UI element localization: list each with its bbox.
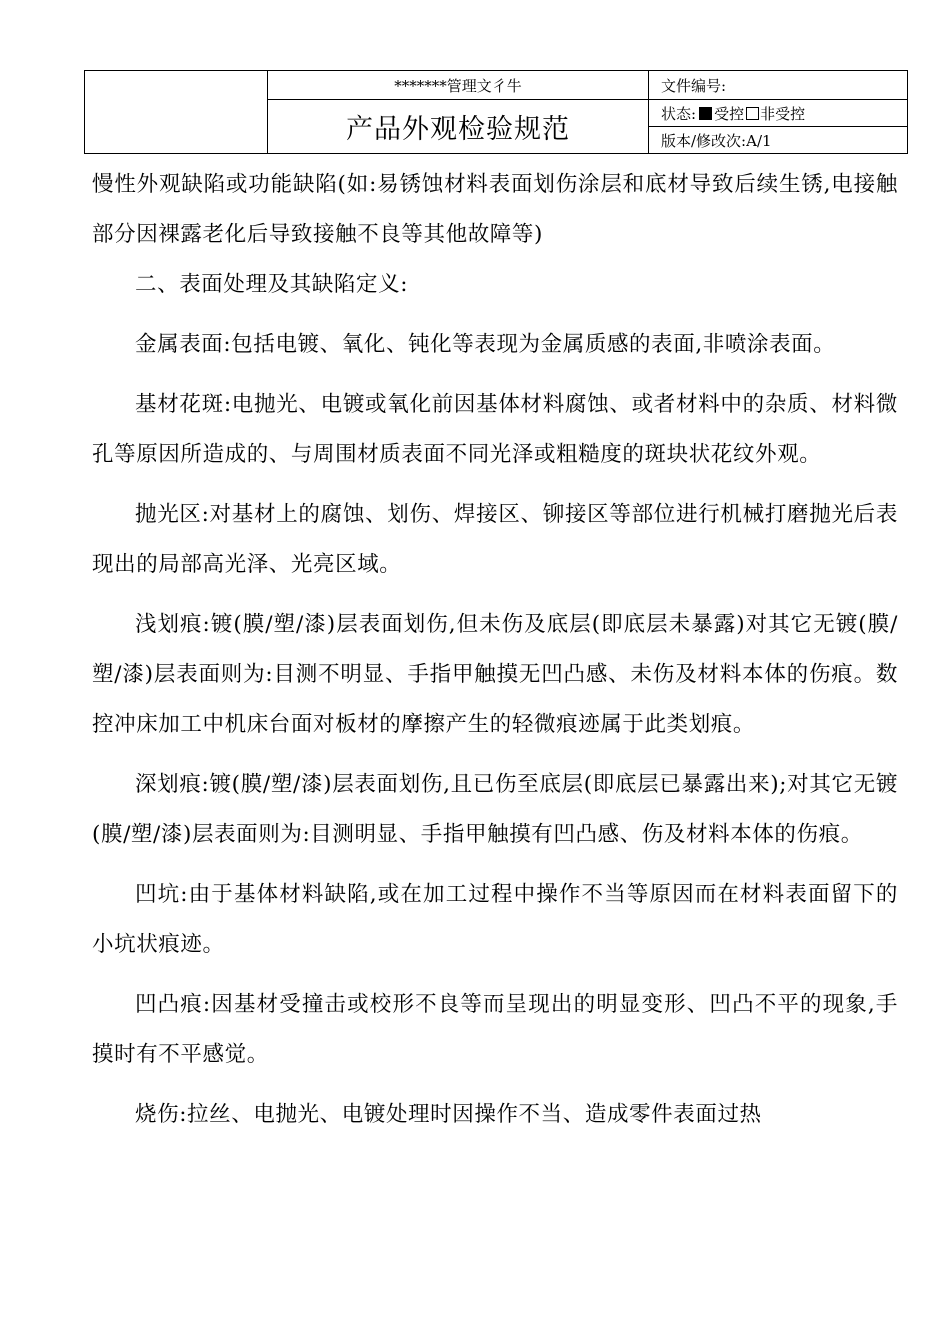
definition-shallow-scratch: 浅划痕:镀(膜/塑/漆)层表面划伤,但未伤及底层(即底层未暴露)对其它无镀(膜/塑/漆)层表面则为:目测不明显、手指甲触摸无凹凸感、未伤及材料本体的伤痕。数控冲床加工中机床台面对板材的摩擦产生的轻微痕迹属于此类划痕。 — [92, 612, 898, 737]
checked-box-icon — [699, 107, 712, 120]
definition-substrate-spots: 基材花斑:电抛光、电镀或氧化前因基体材料腐蚀、或者材料中的杂质、材料微孔等原因所造成的、与周围材质表面不同光泽或粗糙度的斑块状花纹外观。 — [92, 392, 898, 467]
definition-dent: 凹凸痕:因基材受撞击或校形不良等而呈现出的明显变形、凹凸不平的现象,手摸时有不平感觉。 — [92, 992, 898, 1067]
definition-burn: 烧伤:拉丝、电抛光、电镀处理时因操作不当、造成零件表面过热 — [135, 1102, 762, 1127]
unchecked-box-icon — [746, 107, 759, 120]
document-body — [92, 160, 898, 1150]
logo-cell — [85, 71, 268, 154]
version-label: 版本/修改次:A/1 — [649, 127, 908, 154]
file-number-label: 文件编号: — [649, 71, 908, 100]
document-title: 产品外观检验规范 — [268, 100, 649, 154]
status-controlled-label: 受控 — [714, 104, 745, 123]
management-document-label: *******管理文彳牛 — [268, 71, 649, 100]
definition-deep-scratch: 深划痕:镀(膜/塑/漆)层表面划伤,且已伤至底层(即底层已暴露出来);对其它无镀(膜/塑/漆)层表面则为:目测明显、手指甲触摸有凹凸感、伤及材料本体的伤痕。 — [92, 772, 898, 847]
status-uncontrolled-label: 非受控 — [760, 104, 806, 123]
definition-polished-area: 抛光区:对基材上的腐蚀、划伤、焊接区、铆接区等部位进行机械打磨抛光后表现出的局部高光泽、光亮区域。 — [92, 502, 898, 577]
definition-pit: 凹坑:由于基体材料缺陷,或在加工过程中操作不当等原因而在材料表面留下的小坑状痕迹。 — [92, 882, 898, 957]
paragraph-continuation: 慢性外观缺陷或功能缺陷(如:易锈蚀材料表面划伤涂层和底材导致后续生锈,电接触部分因裸露老化后导致接触不良等其他故障等) — [92, 172, 898, 247]
status-prefix: 状态: — [661, 104, 697, 123]
status-field — [649, 100, 908, 127]
section-heading: 二、表面处理及其缺陷定义: — [135, 272, 409, 297]
definition-metal-surface: 金属表面:包括电镀、氧化、钝化等表现为金属质感的表面,非喷涂表面。 — [135, 332, 836, 357]
document-header-table — [84, 70, 908, 154]
